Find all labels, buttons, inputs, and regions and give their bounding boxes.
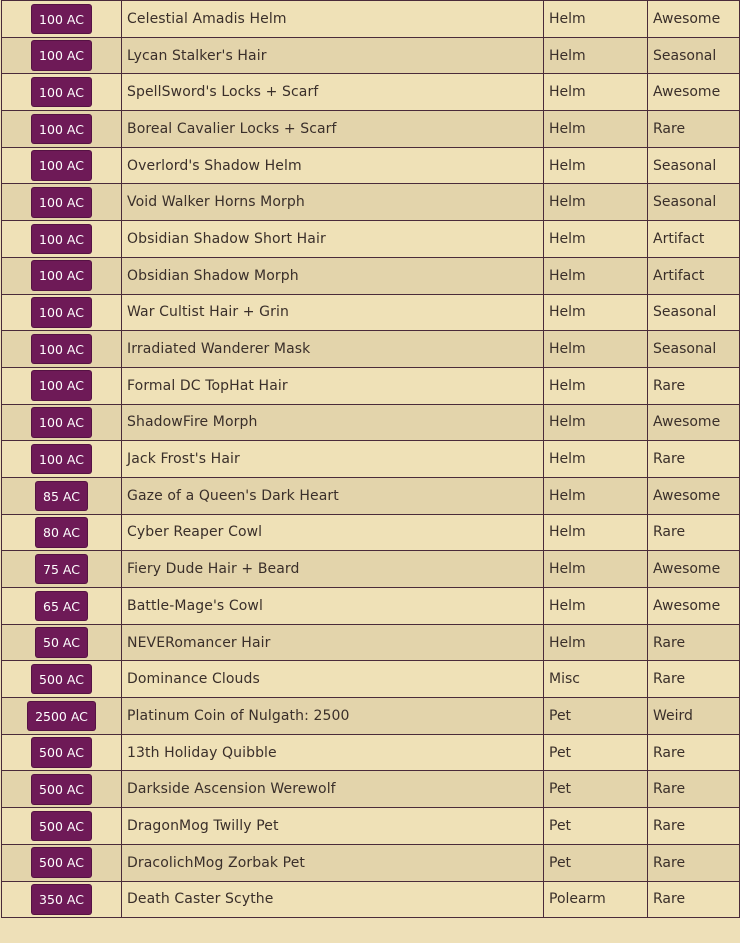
price-cell xyxy=(2,37,122,74)
table-row xyxy=(2,624,740,661)
price-cell xyxy=(2,74,122,111)
ac-price-badge: 100 AC xyxy=(32,261,91,290)
price-cell xyxy=(2,404,122,441)
ac-price-badge: 100 AC xyxy=(32,78,91,107)
ac-price-badge: 2500 AC xyxy=(28,702,95,731)
item-type: Polearm xyxy=(544,881,648,918)
item-rarity: Awesome xyxy=(648,477,740,514)
table-row xyxy=(2,477,740,514)
price-cell xyxy=(2,184,122,221)
item-type: Pet xyxy=(544,698,648,735)
ac-price-badge: 100 AC xyxy=(32,151,91,180)
ac-price-badge: 80 AC xyxy=(36,518,87,547)
item-type: Pet xyxy=(544,771,648,808)
ac-price-badge: 500 AC xyxy=(32,812,91,841)
item-type: Helm xyxy=(544,1,648,38)
price-cell xyxy=(2,624,122,661)
table-row xyxy=(2,771,740,808)
table-row xyxy=(2,257,740,294)
item-rarity: Rare xyxy=(648,734,740,771)
item-type: Helm xyxy=(544,221,648,258)
table-row xyxy=(2,37,740,74)
price-cell xyxy=(2,477,122,514)
table-row xyxy=(2,588,740,625)
table-row xyxy=(2,441,740,478)
item-name: Death Caster Scythe xyxy=(122,881,544,918)
item-type: Helm xyxy=(544,551,648,588)
item-type: Helm xyxy=(544,294,648,331)
item-name: DragonMog Twilly Pet xyxy=(122,808,544,845)
item-type: Helm xyxy=(544,331,648,368)
item-name: Darkside Ascension Werewolf xyxy=(122,771,544,808)
item-type: Helm xyxy=(544,588,648,625)
item-type: Helm xyxy=(544,404,648,441)
item-type: Helm xyxy=(544,257,648,294)
table-row xyxy=(2,111,740,148)
item-name: ShadowFire Morph xyxy=(122,404,544,441)
item-rarity: Seasonal xyxy=(648,184,740,221)
item-rarity: Rare xyxy=(648,661,740,698)
items-table xyxy=(1,0,740,918)
price-cell xyxy=(2,844,122,881)
table-row xyxy=(2,551,740,588)
item-type: Helm xyxy=(544,147,648,184)
ac-price-badge: 100 AC xyxy=(32,41,91,70)
table-row xyxy=(2,661,740,698)
item-rarity: Rare xyxy=(648,514,740,551)
price-cell xyxy=(2,698,122,735)
item-rarity: Rare xyxy=(648,808,740,845)
item-rarity: Seasonal xyxy=(648,37,740,74)
item-rarity: Rare xyxy=(648,367,740,404)
table-row xyxy=(2,331,740,368)
item-rarity: Rare xyxy=(648,441,740,478)
item-name: Formal DC TopHat Hair xyxy=(122,367,544,404)
item-name: Void Walker Horns Morph xyxy=(122,184,544,221)
item-rarity: Awesome xyxy=(648,1,740,38)
price-cell xyxy=(2,514,122,551)
ac-price-badge: 100 AC xyxy=(32,335,91,364)
price-cell xyxy=(2,1,122,38)
ac-price-badge: 350 AC xyxy=(32,885,91,914)
ac-price-badge: 100 AC xyxy=(32,445,91,474)
item-type: Helm xyxy=(544,514,648,551)
item-name: Jack Frost's Hair xyxy=(122,441,544,478)
price-cell xyxy=(2,441,122,478)
item-name: NEVERomancer Hair xyxy=(122,624,544,661)
item-name: Overlord's Shadow Helm xyxy=(122,147,544,184)
table-row xyxy=(2,221,740,258)
item-name: Gaze of a Queen's Dark Heart xyxy=(122,477,544,514)
ac-price-badge: 75 AC xyxy=(36,555,87,584)
item-rarity: Seasonal xyxy=(648,147,740,184)
ac-price-badge: 500 AC xyxy=(32,848,91,877)
item-rarity: Artifact xyxy=(648,257,740,294)
item-name: Battle-Mage's Cowl xyxy=(122,588,544,625)
item-type: Helm xyxy=(544,184,648,221)
price-cell xyxy=(2,771,122,808)
item-rarity: Artifact xyxy=(648,221,740,258)
item-name: Cyber Reaper Cowl xyxy=(122,514,544,551)
price-cell xyxy=(2,808,122,845)
item-rarity: Awesome xyxy=(648,404,740,441)
item-name: Dominance Clouds xyxy=(122,661,544,698)
item-type: Helm xyxy=(544,477,648,514)
ac-price-badge: 100 AC xyxy=(32,371,91,400)
price-cell xyxy=(2,111,122,148)
price-cell xyxy=(2,331,122,368)
item-name: Celestial Amadis Helm xyxy=(122,1,544,38)
item-type: Pet xyxy=(544,844,648,881)
item-rarity: Rare xyxy=(648,771,740,808)
table-row xyxy=(2,734,740,771)
item-rarity: Awesome xyxy=(648,551,740,588)
item-name: War Cultist Hair + Grin xyxy=(122,294,544,331)
item-type: Helm xyxy=(544,624,648,661)
item-name: Obsidian Shadow Morph xyxy=(122,257,544,294)
ac-price-badge: 100 AC xyxy=(32,298,91,327)
price-cell xyxy=(2,881,122,918)
table-row xyxy=(2,844,740,881)
item-name: 13th Holiday Quibble xyxy=(122,734,544,771)
item-name: Fiery Dude Hair + Beard xyxy=(122,551,544,588)
item-name: Boreal Cavalier Locks + Scarf xyxy=(122,111,544,148)
table-row xyxy=(2,1,740,38)
table-row xyxy=(2,367,740,404)
ac-price-badge: 500 AC xyxy=(32,775,91,804)
price-cell xyxy=(2,147,122,184)
item-rarity: Rare xyxy=(648,881,740,918)
item-type: Pet xyxy=(544,808,648,845)
item-type: Helm xyxy=(544,367,648,404)
item-type: Helm xyxy=(544,111,648,148)
item-rarity: Awesome xyxy=(648,588,740,625)
ac-price-badge: 500 AC xyxy=(32,738,91,767)
item-rarity: Rare xyxy=(648,844,740,881)
table-row xyxy=(2,698,740,735)
item-type: Helm xyxy=(544,74,648,111)
table-row xyxy=(2,808,740,845)
ac-price-badge: 100 AC xyxy=(32,5,91,34)
item-rarity: Seasonal xyxy=(648,294,740,331)
ac-price-badge: 100 AC xyxy=(32,188,91,217)
price-cell xyxy=(2,588,122,625)
item-rarity: Weird xyxy=(648,698,740,735)
price-cell xyxy=(2,551,122,588)
table-row xyxy=(2,514,740,551)
price-cell xyxy=(2,221,122,258)
item-name: Obsidian Shadow Short Hair xyxy=(122,221,544,258)
table-row xyxy=(2,147,740,184)
price-cell xyxy=(2,661,122,698)
ac-price-badge: 65 AC xyxy=(36,592,87,621)
ac-price-badge: 100 AC xyxy=(32,115,91,144)
table-row xyxy=(2,881,740,918)
price-cell xyxy=(2,294,122,331)
item-name: Platinum Coin of Nulgath: 2500 xyxy=(122,698,544,735)
ac-price-badge: 100 AC xyxy=(32,408,91,437)
table-row xyxy=(2,404,740,441)
ac-price-badge: 100 AC xyxy=(32,225,91,254)
item-type: Helm xyxy=(544,441,648,478)
ac-price-badge: 85 AC xyxy=(36,482,87,511)
price-cell xyxy=(2,367,122,404)
ac-price-badge: 500 AC xyxy=(32,665,91,694)
item-name: SpellSword's Locks + Scarf xyxy=(122,74,544,111)
item-rarity: Seasonal xyxy=(648,331,740,368)
table-row xyxy=(2,184,740,221)
item-rarity: Rare xyxy=(648,624,740,661)
item-name: Irradiated Wanderer Mask xyxy=(122,331,544,368)
item-rarity: Rare xyxy=(648,111,740,148)
price-cell xyxy=(2,734,122,771)
item-type: Misc xyxy=(544,661,648,698)
item-rarity: Awesome xyxy=(648,74,740,111)
ac-price-badge: 50 AC xyxy=(36,628,87,657)
item-name: Lycan Stalker's Hair xyxy=(122,37,544,74)
item-type: Helm xyxy=(544,37,648,74)
price-cell xyxy=(2,257,122,294)
item-type: Pet xyxy=(544,734,648,771)
table-row xyxy=(2,294,740,331)
table-row xyxy=(2,74,740,111)
item-name: DracolichMog Zorbak Pet xyxy=(122,844,544,881)
